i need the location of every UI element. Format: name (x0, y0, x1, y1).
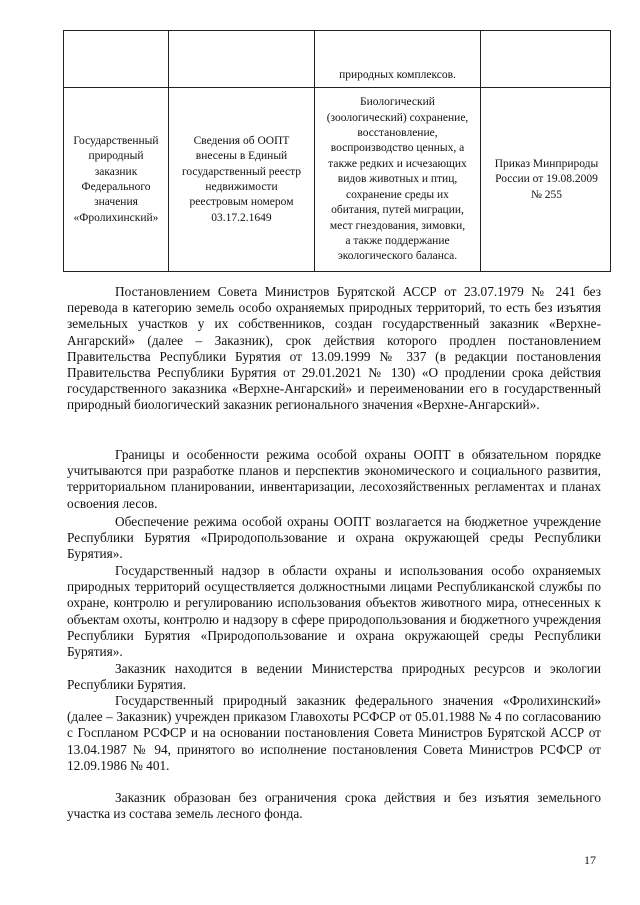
paragraph: Границы и особенности режима особой охраны ООПТ в обязательном порядке учитываются при разработке планов и перспектив экономического и социального развития, территориальном планировании, инвентаризации, лесохозяйственных регламентах и планах освоения лесов. (67, 447, 601, 511)
paragraph: Заказник образован без ограничения срока действия и без изъятия земельного участка из состава земель лесного фонда. (67, 790, 601, 822)
table-cell: природных комплексов. (339, 68, 456, 81)
paragraph: Государственный надзор в области охраны и использования особо охраняемых природных территорий осуществляется должностными лицами Республиканской службы по охране, контролю и регулированию использования объектов животного мира, отнесенных к объектам охоты, контролю и надзору в сфере природопользования и бюджетного учреждения Республики Бурятия «Природопользование и охрана окружающей среды Республики Бурятия». (67, 563, 601, 660)
table-cell (169, 31, 314, 87)
paragraph: Заказник находится в ведении Министерства природных ресурсов и экологии Республики Бурятия. (67, 661, 601, 693)
table-cell-zakaznik-name: Государственный природный заказник Федерального значения «Фролихинский» (73, 134, 159, 224)
table-cell-registry-info: Сведения об ООПТ внесены в Единый государственный реестр недвижимости реестровым номером 03.17.2.1649 (181, 134, 302, 224)
table-row (64, 88, 610, 272)
paragraph: Государственный природный заказник федерального значения «Фролихинский» (далее – Заказник) учрежден приказом Главохоты РСФСР от 05.01.1988 № 4 по согласованию с Госпланом РСФСР и на основании постановления Совета Министров Бурятской АССР от 13.04.1987 № 94, принятого во исполнение постановления Совета Министров РСФСР от 12.09.1986 № 401. (67, 693, 601, 773)
table-cell (481, 31, 612, 87)
table-cell (64, 31, 168, 87)
table-cell-legal-act: Приказ Минприроды России от 19.08.2009 № 255 (494, 157, 599, 201)
paragraph: Постановлением Совета Министров Бурятской АССР от 23.07.1979 № 241 без перевода в категорию земель особо охраняемых природных территорий, то есть без изъятия земельных участков у их собственников, создан государственный заказник «Верхне-Ангарский» (далее – Заказник), срок действия которого продлен постановлением Правительства Республики Бурятия от 13.09.1999 № 337 (в редакции постановления Правительства Республики Бурятия от 29.01.2021 № 130) «О продлении срока действия государственного заказника «Верхне-Ангарский» и переименовании его в государственный природный биологический заказник регионального значения «Верхне-Ангарский». (67, 284, 601, 413)
data-table (63, 30, 611, 272)
page-number: 17 (584, 853, 596, 867)
table-cell-purpose: Биологический (зоологический) сохранение, восстановление, воспроизводство ценных, а также редких и исчезающих видов животных и птиц, сохранение среды их обитания, путей миграции, мест гнездования, зимовки, а также поддержание экологического баланса. (326, 96, 469, 263)
table-row (64, 31, 610, 88)
paragraph: Обеспечение режима особой охраны ООПТ возлагается на бюджетное учреждение Республики Бурятия «Природопользование и охрана окружающей среды Республики Бурятия». (67, 514, 601, 562)
